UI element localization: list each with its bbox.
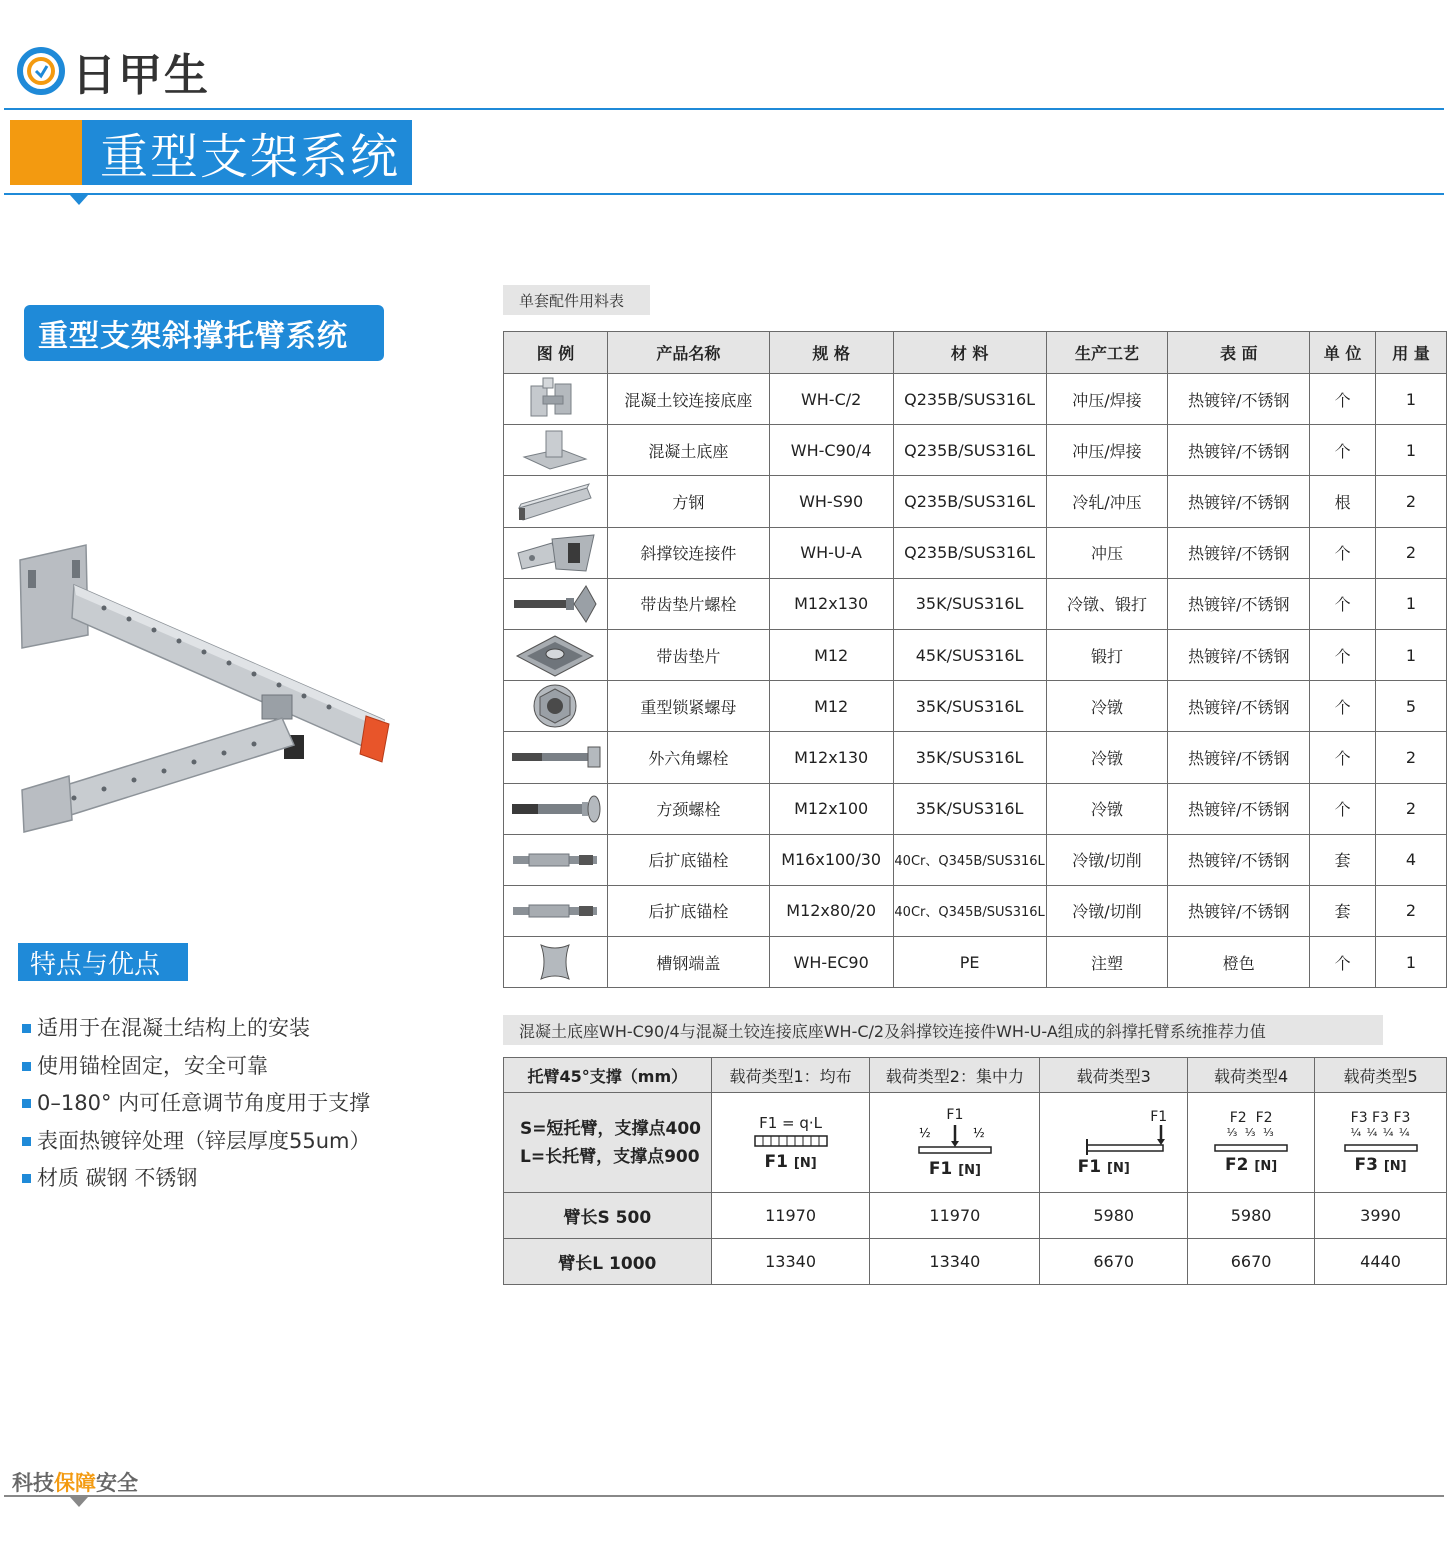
load-value: 5980 xyxy=(1188,1193,1315,1239)
part-spec: WH-EC90 xyxy=(769,937,893,988)
undercut-anchor-icon xyxy=(509,848,601,872)
part-spec: WH-U-A xyxy=(769,527,893,578)
part-unit: 个 xyxy=(1310,374,1376,425)
feature-item: 使用锚栓固定，安全可靠 xyxy=(22,1048,371,1086)
part-process: 冷镦、锻打 xyxy=(1046,578,1168,629)
part-unit: 个 xyxy=(1310,732,1376,783)
title-rule-pointer xyxy=(70,195,88,205)
feature-item: 0–180° 内可任意调节角度用于支撑 xyxy=(22,1085,371,1123)
feature-item: 适用于在混凝土结构上的安装 xyxy=(22,1010,371,1048)
load-diagram-row xyxy=(504,1093,1447,1193)
part-qty: 2 xyxy=(1376,885,1447,936)
part-surface: 热镀锌/不锈钢 xyxy=(1168,425,1310,476)
feature-item: 表面热镀锌处理（锌层厚度55um） xyxy=(22,1123,371,1161)
part-material: 35K/SUS316L xyxy=(893,578,1046,629)
part-process: 锻打 xyxy=(1046,629,1168,680)
table-row xyxy=(504,476,1447,527)
three-point-load-icon xyxy=(1341,1139,1421,1153)
part-qty: 2 xyxy=(1376,783,1447,834)
arm-definition: S=短托臂，支撑点400 L=长托臂，支撑点900 xyxy=(504,1093,712,1193)
part-qty: 4 xyxy=(1376,834,1447,885)
load-value: 6670 xyxy=(1040,1239,1188,1285)
load-value: 13340 xyxy=(711,1239,870,1285)
part-unit: 套 xyxy=(1310,885,1376,936)
title-rule xyxy=(4,193,1444,195)
end-cap-icon xyxy=(533,939,577,985)
parts-table-tag: 单套配件用料表 xyxy=(503,285,650,315)
square-steel-icon xyxy=(515,478,595,524)
table-row xyxy=(504,578,1447,629)
features-list xyxy=(22,1010,371,1198)
part-material: Q235B/SUS316L xyxy=(893,374,1046,425)
part-name: 后扩底锚栓 xyxy=(607,885,769,936)
parts-table xyxy=(503,331,1447,988)
part-name: 方钢 xyxy=(607,476,769,527)
part-surface: 热镀锌/不锈钢 xyxy=(1168,578,1310,629)
table-row xyxy=(504,374,1447,425)
bullet-square-icon xyxy=(22,1062,31,1071)
part-name: 带齿垫片 xyxy=(607,629,769,680)
base-plate-icon xyxy=(520,427,590,473)
footer-rule xyxy=(4,1495,1444,1497)
part-process: 冷镦/切削 xyxy=(1046,885,1168,936)
part-material: 45K/SUS316L xyxy=(893,629,1046,680)
load-table-tag: 混凝土底座WH-C90/4与混凝土铰连接底座WH-C/2及斜撑铰连接件WH-U-A组成的斜撑托臂系统推荐力值 xyxy=(503,1015,1383,1045)
toothed-bolt-icon xyxy=(510,582,600,626)
part-name: 方颈螺栓 xyxy=(607,783,769,834)
part-surface: 热镀锌/不锈钢 xyxy=(1168,629,1310,680)
part-name: 混凝土铰连接底座 xyxy=(607,374,769,425)
col-header: 生产工艺 xyxy=(1046,332,1168,374)
part-qty: 1 xyxy=(1376,374,1447,425)
svg-text:½: ½ xyxy=(972,1125,985,1140)
part-spec: M12x130 xyxy=(769,732,893,783)
load-value: 11970 xyxy=(870,1193,1040,1239)
part-material: 35K/SUS316L xyxy=(893,783,1046,834)
part-material: 35K/SUS316L xyxy=(893,732,1046,783)
feature-item: 材质 碳钢 不锈钢 xyxy=(22,1160,371,1198)
part-process: 冲压/焊接 xyxy=(1046,374,1168,425)
footer-slogan: 科技保障安全 xyxy=(12,1471,138,1495)
svg-text:½: ½ xyxy=(918,1125,931,1140)
part-material: Q235B/SUS316L xyxy=(893,476,1046,527)
bullet-square-icon xyxy=(22,1174,31,1183)
parts-table-header xyxy=(504,332,1447,374)
part-process: 冷镦 xyxy=(1046,732,1168,783)
part-surface: 热镀锌/不锈钢 xyxy=(1168,527,1310,578)
table-row xyxy=(504,885,1447,936)
col-header: 单 位 xyxy=(1310,332,1376,374)
carriage-bolt-icon xyxy=(508,793,602,825)
table-row xyxy=(504,1239,1447,1285)
load-diagram-1: F1 = q·L F1 [N] xyxy=(711,1093,870,1193)
part-qty: 2 xyxy=(1376,732,1447,783)
toothed-washer-icon xyxy=(513,632,597,678)
load-diagram-2: F1 ½ ½ F1 [N] xyxy=(870,1093,1040,1193)
part-material: Q235B/SUS316L xyxy=(893,425,1046,476)
part-material: 40Cr、Q345B/SUS316L xyxy=(893,885,1046,936)
part-material: PE xyxy=(893,937,1046,988)
part-qty: 1 xyxy=(1376,937,1447,988)
point-load-end-icon xyxy=(1083,1125,1167,1155)
col-header: 载荷类型1：均布 xyxy=(711,1058,870,1093)
part-unit: 个 xyxy=(1310,937,1376,988)
part-unit: 个 xyxy=(1310,629,1376,680)
part-qty: 5 xyxy=(1376,681,1447,732)
part-spec: M12x80/20 xyxy=(769,885,893,936)
part-surface: 热镀锌/不锈钢 xyxy=(1168,476,1310,527)
brace-connector-icon xyxy=(512,531,598,575)
part-surface: 热镀锌/不锈钢 xyxy=(1168,374,1310,425)
part-spec: WH-C90/4 xyxy=(769,425,893,476)
distributed-load-icon xyxy=(751,1132,831,1150)
part-process: 冲压 xyxy=(1046,527,1168,578)
part-unit: 根 xyxy=(1310,476,1376,527)
part-surface: 热镀锌/不锈钢 xyxy=(1168,732,1310,783)
part-qty: 1 xyxy=(1376,578,1447,629)
features-title: 特点与优点 xyxy=(18,943,188,981)
brand-ring-logo-icon xyxy=(16,46,66,96)
hex-bolt-icon xyxy=(508,742,602,772)
table-row xyxy=(504,425,1447,476)
load-value: 5980 xyxy=(1040,1193,1188,1239)
part-spec: M12x100 xyxy=(769,783,893,834)
col-header: 用 量 xyxy=(1376,332,1447,374)
lock-nut-icon xyxy=(530,683,580,729)
col-header: 材 料 xyxy=(893,332,1046,374)
bracket-system-image xyxy=(14,540,394,835)
part-unit: 个 xyxy=(1310,783,1376,834)
col-header: 载荷类型2：集中力 xyxy=(870,1058,1040,1093)
bullet-square-icon xyxy=(22,1099,31,1108)
part-name: 混凝土底座 xyxy=(607,425,769,476)
part-surface: 热镀锌/不锈钢 xyxy=(1168,885,1310,936)
table-row xyxy=(504,527,1447,578)
page-title: 重型支架系统 xyxy=(82,120,412,185)
part-process: 冷镦 xyxy=(1046,783,1168,834)
part-name: 重型锁紧螺母 xyxy=(607,681,769,732)
brand-logo xyxy=(16,46,210,101)
part-unit: 个 xyxy=(1310,425,1376,476)
load-value: 3990 xyxy=(1315,1193,1447,1239)
part-unit: 个 xyxy=(1310,527,1376,578)
col-header: 载荷类型5 xyxy=(1315,1058,1447,1093)
load-diagram-3: F1 F1 [N] xyxy=(1040,1093,1188,1193)
undercut-anchor-icon xyxy=(509,899,601,923)
col-header: 产品名称 xyxy=(607,332,769,374)
brand-name: 日甲生 xyxy=(72,50,210,101)
part-surface: 热镀锌/不锈钢 xyxy=(1168,681,1310,732)
table-row xyxy=(504,1193,1447,1239)
table-row xyxy=(504,937,1447,988)
part-name: 带齿垫片螺栓 xyxy=(607,578,769,629)
header-rule xyxy=(4,108,1444,110)
part-process: 注塑 xyxy=(1046,937,1168,988)
col-header: 载荷类型4 xyxy=(1188,1058,1315,1093)
part-spec: M12x130 xyxy=(769,578,893,629)
part-qty: 2 xyxy=(1376,527,1447,578)
point-load-center-icon xyxy=(915,1123,995,1157)
table-row xyxy=(504,834,1447,885)
part-unit: 个 xyxy=(1310,681,1376,732)
load-diagram-4: F2 F2 ⅓ ⅓ ⅓ F2 [N] xyxy=(1188,1093,1315,1193)
load-diagram-5: F3 F3 F3 ¼ ¼ ¼ ¼ F3 [N] xyxy=(1315,1093,1447,1193)
part-process: 冷镦/切削 xyxy=(1046,834,1168,885)
col-header: 规 格 xyxy=(769,332,893,374)
two-point-load-icon xyxy=(1211,1139,1291,1153)
col-header: 图 例 xyxy=(504,332,608,374)
part-process: 冷镦 xyxy=(1046,681,1168,732)
part-process: 冲压/焊接 xyxy=(1046,425,1168,476)
system-title: 重型支架斜撑托臂系统 xyxy=(24,305,384,361)
part-spec: WH-S90 xyxy=(769,476,893,527)
col-header: 表 面 xyxy=(1168,332,1310,374)
title-accent-block xyxy=(10,120,82,185)
part-qty: 2 xyxy=(1376,476,1447,527)
part-qty: 1 xyxy=(1376,425,1447,476)
table-row xyxy=(504,783,1447,834)
load-value: 4440 xyxy=(1315,1239,1447,1285)
load-table-header xyxy=(504,1058,1447,1093)
part-spec: M16x100/30 xyxy=(769,834,893,885)
part-surface: 热镀锌/不锈钢 xyxy=(1168,834,1310,885)
bullet-square-icon xyxy=(22,1024,31,1033)
part-name: 外六角螺栓 xyxy=(607,732,769,783)
table-row xyxy=(504,732,1447,783)
part-spec: WH-C/2 xyxy=(769,374,893,425)
part-surface: 热镀锌/不锈钢 xyxy=(1168,783,1310,834)
row-label: 臂长S 500 xyxy=(504,1193,712,1239)
part-process: 冷轧/冲压 xyxy=(1046,476,1168,527)
load-value: 6670 xyxy=(1188,1239,1315,1285)
table-row xyxy=(504,629,1447,680)
hinge-base-icon xyxy=(525,376,585,422)
page-title-bar xyxy=(10,120,412,185)
part-name: 后扩底锚栓 xyxy=(607,834,769,885)
part-name: 槽钢端盖 xyxy=(607,937,769,988)
bullet-square-icon xyxy=(22,1137,31,1146)
col-header: 托臂45°支撑（mm） xyxy=(504,1058,712,1093)
load-table xyxy=(503,1057,1447,1285)
part-name: 斜撑铰连接件 xyxy=(607,527,769,578)
part-surface: 橙色 xyxy=(1168,937,1310,988)
part-unit: 个 xyxy=(1310,578,1376,629)
part-spec: M12 xyxy=(769,681,893,732)
part-spec: M12 xyxy=(769,629,893,680)
part-unit: 套 xyxy=(1310,834,1376,885)
footer-rule-pointer xyxy=(70,1497,88,1507)
table-row xyxy=(504,681,1447,732)
load-value: 13340 xyxy=(870,1239,1040,1285)
part-qty: 1 xyxy=(1376,629,1447,680)
part-material: 40Cr、Q345B/SUS316L xyxy=(893,834,1046,885)
load-value: 11970 xyxy=(711,1193,870,1239)
part-material: Q235B/SUS316L xyxy=(893,527,1046,578)
part-material: 35K/SUS316L xyxy=(893,681,1046,732)
col-header: 载荷类型3 xyxy=(1040,1058,1188,1093)
row-label: 臂长L 1000 xyxy=(504,1239,712,1285)
